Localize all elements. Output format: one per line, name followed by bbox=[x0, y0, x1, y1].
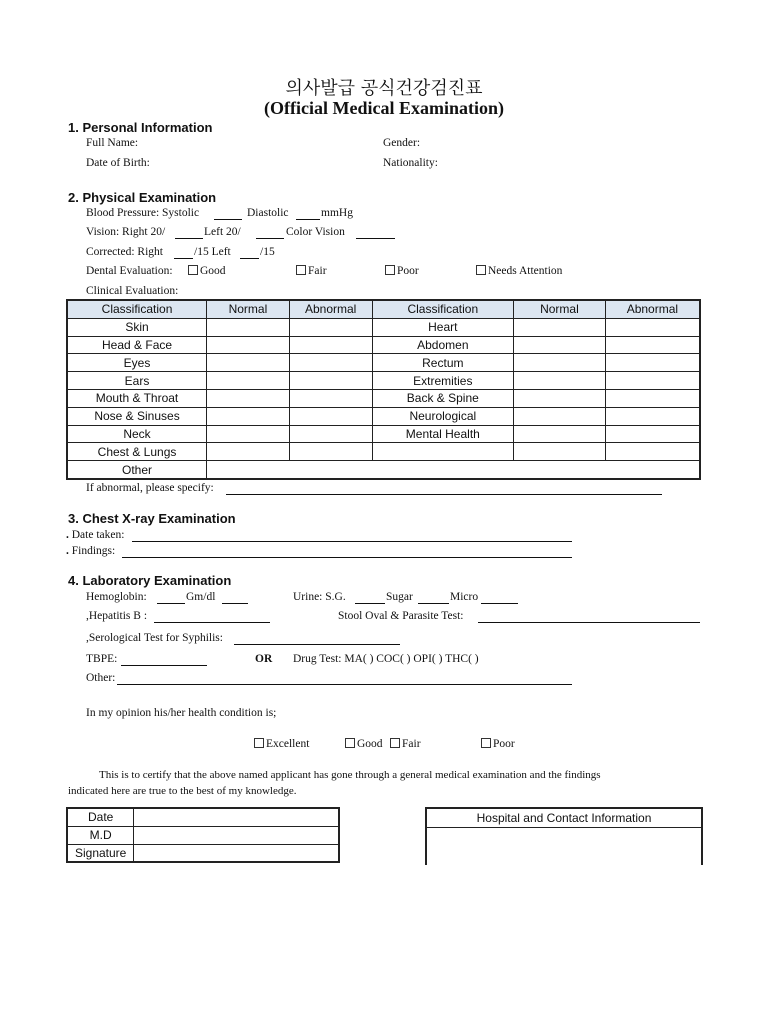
column-header: Abnormal bbox=[605, 300, 700, 318]
abnormal-specify-label: If abnormal, please specify: bbox=[86, 482, 214, 494]
stool-test-line[interactable] bbox=[478, 622, 700, 623]
column-header: Normal bbox=[514, 300, 606, 318]
checkbox-icon[interactable] bbox=[188, 265, 198, 275]
classification-cell: Head & Face bbox=[67, 336, 207, 354]
corrected-left-label: /15 Left bbox=[194, 246, 231, 258]
or-label: OR bbox=[255, 653, 273, 665]
gender-label: Gender: bbox=[383, 137, 421, 149]
full-name-label: Full Name: bbox=[86, 137, 139, 149]
abnormal-cell[interactable] bbox=[605, 336, 700, 354]
classification-cell: Abdomen bbox=[372, 336, 514, 354]
date-taken-line[interactable] bbox=[132, 541, 572, 542]
normal-cell[interactable] bbox=[514, 318, 606, 336]
normal-cell[interactable] bbox=[207, 318, 290, 336]
classification-cell: Neck bbox=[67, 425, 207, 443]
table-header-row bbox=[67, 300, 700, 318]
dob-label: Date of Birth: bbox=[86, 157, 150, 169]
date-label-cell: Date bbox=[67, 808, 134, 826]
findings-label: . Findings: bbox=[66, 545, 116, 557]
hemoglobin-label: Hemoglobin: bbox=[86, 591, 147, 603]
abnormal-cell[interactable] bbox=[289, 354, 372, 372]
normal-cell[interactable] bbox=[207, 372, 290, 390]
normal-cell[interactable] bbox=[207, 407, 290, 425]
vision-right-line[interactable] bbox=[175, 238, 203, 239]
table-row bbox=[67, 425, 700, 443]
opinion-option-excellent[interactable]: Excellent bbox=[254, 738, 309, 750]
abnormal-cell[interactable] bbox=[289, 318, 372, 336]
dental-option-fair[interactable]: Fair bbox=[296, 265, 327, 277]
abnormal-cell[interactable] bbox=[605, 354, 700, 372]
section-physical-heading: 2. Physical Examination bbox=[68, 190, 217, 205]
normal-cell[interactable] bbox=[207, 389, 290, 407]
abnormal-cell[interactable] bbox=[605, 318, 700, 336]
hospital-contact-entry[interactable] bbox=[427, 828, 701, 866]
dental-option-needs-attention[interactable]: Needs Attention bbox=[476, 265, 562, 277]
md-entry-cell[interactable] bbox=[134, 826, 339, 844]
section-personal-heading: 1. Personal Information bbox=[68, 120, 213, 135]
checkbox-icon[interactable] bbox=[476, 265, 486, 275]
abnormal-cell[interactable] bbox=[605, 389, 700, 407]
section-lab-heading: 4. Laboratory Examination bbox=[68, 573, 232, 588]
classification-cell: Back & Spine bbox=[372, 389, 514, 407]
tbpe-label: TBPE: bbox=[86, 653, 118, 665]
checkbox-icon[interactable] bbox=[481, 738, 491, 748]
abnormal-cell[interactable] bbox=[289, 372, 372, 390]
checkbox-icon[interactable] bbox=[254, 738, 264, 748]
other-label: Other: bbox=[86, 672, 116, 684]
abnormal-cell[interactable] bbox=[289, 443, 372, 461]
clinical-evaluation-label: Clinical Evaluation: bbox=[86, 285, 179, 297]
opinion-text: In my opinion his/her health condition is; bbox=[86, 707, 277, 719]
normal-cell[interactable] bbox=[514, 443, 606, 461]
section-xray-heading: 3. Chest X-ray Examination bbox=[68, 511, 236, 526]
clinical-evaluation-table bbox=[66, 299, 701, 480]
column-header: Classification bbox=[67, 300, 207, 318]
classification-cell: Eyes bbox=[67, 354, 207, 372]
abnormal-cell[interactable] bbox=[289, 425, 372, 443]
dental-option-good[interactable]: Good bbox=[188, 265, 226, 277]
normal-cell[interactable] bbox=[514, 425, 606, 443]
classification-cell: Heart bbox=[372, 318, 514, 336]
opinion-option-fair[interactable]: Fair bbox=[390, 738, 421, 750]
classification-cell: Skin bbox=[67, 318, 207, 336]
classification-cell: Nose & Sinuses bbox=[67, 407, 207, 425]
classification-cell: Extremities bbox=[372, 372, 514, 390]
column-header: Normal bbox=[207, 300, 290, 318]
classification-cell: Mental Health bbox=[372, 425, 514, 443]
hospital-contact-panel bbox=[425, 807, 703, 865]
mmhg-unit: mmHg bbox=[321, 207, 353, 219]
hepatitis-label: ,Hepatitis B : bbox=[86, 610, 148, 622]
systolic-line[interactable] bbox=[214, 219, 242, 220]
color-vision-line[interactable] bbox=[356, 238, 395, 239]
normal-cell[interactable] bbox=[514, 354, 606, 372]
opinion-option-good[interactable]: Good bbox=[345, 738, 383, 750]
dental-label: Dental Evaluation: bbox=[86, 265, 173, 277]
table-row bbox=[67, 407, 700, 425]
micro-line[interactable] bbox=[481, 603, 518, 604]
abnormal-cell[interactable] bbox=[605, 407, 700, 425]
checkbox-icon[interactable] bbox=[390, 738, 400, 748]
table-row bbox=[67, 443, 700, 461]
syphilis-line[interactable] bbox=[234, 644, 400, 645]
classification-cell: Neurological bbox=[372, 407, 514, 425]
normal-cell[interactable] bbox=[207, 336, 290, 354]
findings-line[interactable] bbox=[122, 557, 572, 558]
date-entry-cell[interactable] bbox=[134, 808, 339, 826]
corrected-right-line[interactable] bbox=[174, 258, 193, 259]
table-row bbox=[67, 318, 700, 336]
abnormal-cell[interactable] bbox=[289, 336, 372, 354]
checkbox-icon[interactable] bbox=[345, 738, 355, 748]
table-row bbox=[67, 844, 339, 862]
form-title-korean: 의사발급 공식건강검진표 bbox=[285, 78, 483, 99]
vision-right-label: Vision: Right 20/ bbox=[86, 226, 166, 238]
blood-pressure-label: Blood Pressure: Systolic bbox=[86, 207, 200, 219]
certify-line-1: This is to certify that the above named applicant has gone through a general medical examination and the findings bbox=[99, 769, 601, 781]
date-taken-label: . Date taken: bbox=[66, 529, 125, 541]
classification-cell: Chest & Lungs bbox=[67, 443, 207, 461]
nationality-label: Nationality: bbox=[383, 157, 438, 169]
abnormal-cell[interactable] bbox=[605, 372, 700, 390]
diastolic-line[interactable] bbox=[296, 219, 320, 220]
normal-cell[interactable] bbox=[514, 336, 606, 354]
corrected-left-line[interactable] bbox=[240, 258, 259, 259]
syphilis-label: ,Serological Test for Syphilis: bbox=[86, 632, 223, 644]
normal-cell[interactable] bbox=[514, 372, 606, 390]
tbpe-line[interactable] bbox=[121, 665, 207, 666]
normal-cell[interactable] bbox=[514, 389, 606, 407]
form-title-english: (Official Medical Examination) bbox=[264, 98, 504, 118]
column-header: Abnormal bbox=[289, 300, 372, 318]
stool-test-label: Stool Oval & Parasite Test: bbox=[338, 610, 464, 622]
abnormal-cell[interactable] bbox=[605, 443, 700, 461]
color-vision-label: Color Vision bbox=[286, 226, 345, 238]
hepatitis-line[interactable] bbox=[154, 622, 270, 623]
normal-cell[interactable] bbox=[207, 354, 290, 372]
hospital-contact-label: Hospital and Contact Information bbox=[427, 809, 701, 828]
table-row bbox=[67, 826, 339, 844]
table-row bbox=[67, 389, 700, 407]
drug-test-label: Drug Test: MA( ) COC( ) OPI( ) THC( ) bbox=[293, 653, 479, 665]
normal-cell[interactable] bbox=[207, 425, 290, 443]
classification-cell: Ears bbox=[67, 372, 207, 390]
urine-sg-line[interactable] bbox=[355, 603, 385, 604]
signature-table bbox=[66, 807, 340, 863]
certify-line-2: indicated here are true to the best of my knowledge. bbox=[68, 785, 297, 797]
gm-dl-line[interactable] bbox=[222, 603, 248, 604]
checkbox-icon[interactable] bbox=[296, 265, 306, 275]
dental-option-poor[interactable]: Poor bbox=[385, 265, 419, 277]
classification-cell: Rectum bbox=[372, 354, 514, 372]
opinion-option-poor[interactable]: Poor bbox=[481, 738, 515, 750]
table-row bbox=[67, 336, 700, 354]
gm-dl-unit: Gm/dl bbox=[186, 591, 216, 603]
normal-cell[interactable] bbox=[514, 407, 606, 425]
signature-label-cell: Signature bbox=[67, 844, 134, 862]
abnormal-cell[interactable] bbox=[289, 389, 372, 407]
column-header: Classification bbox=[372, 300, 514, 318]
table-row bbox=[67, 461, 700, 479]
classification-cell bbox=[372, 443, 514, 461]
abnormal-cell[interactable] bbox=[289, 407, 372, 425]
signature-entry-cell[interactable] bbox=[134, 844, 339, 862]
classification-cell: Mouth & Throat bbox=[67, 389, 207, 407]
md-label-cell: M.D bbox=[67, 826, 134, 844]
corrected-right-label: Corrected: Right bbox=[86, 246, 163, 258]
corrected-15-label: /15 bbox=[260, 246, 275, 258]
micro-label: Micro bbox=[450, 591, 479, 603]
table-row bbox=[67, 372, 700, 390]
table-row bbox=[67, 354, 700, 372]
normal-cell[interactable] bbox=[207, 443, 290, 461]
vision-left-label: Left 20/ bbox=[204, 226, 241, 238]
checkbox-icon[interactable] bbox=[385, 265, 395, 275]
urine-sg-label: Urine: S.G. bbox=[293, 591, 346, 603]
vision-left-line[interactable] bbox=[256, 238, 284, 239]
other-entry-cell[interactable] bbox=[207, 461, 700, 479]
abnormal-cell[interactable] bbox=[605, 425, 700, 443]
hemoglobin-line[interactable] bbox=[157, 603, 185, 604]
sugar-label: Sugar bbox=[386, 591, 413, 603]
table-row bbox=[67, 808, 339, 826]
other-line[interactable] bbox=[117, 684, 572, 685]
abnormal-specify-line[interactable] bbox=[226, 494, 662, 495]
sugar-line[interactable] bbox=[418, 603, 449, 604]
diastolic-label: Diastolic bbox=[247, 207, 289, 219]
classification-cell: Other bbox=[67, 461, 207, 479]
